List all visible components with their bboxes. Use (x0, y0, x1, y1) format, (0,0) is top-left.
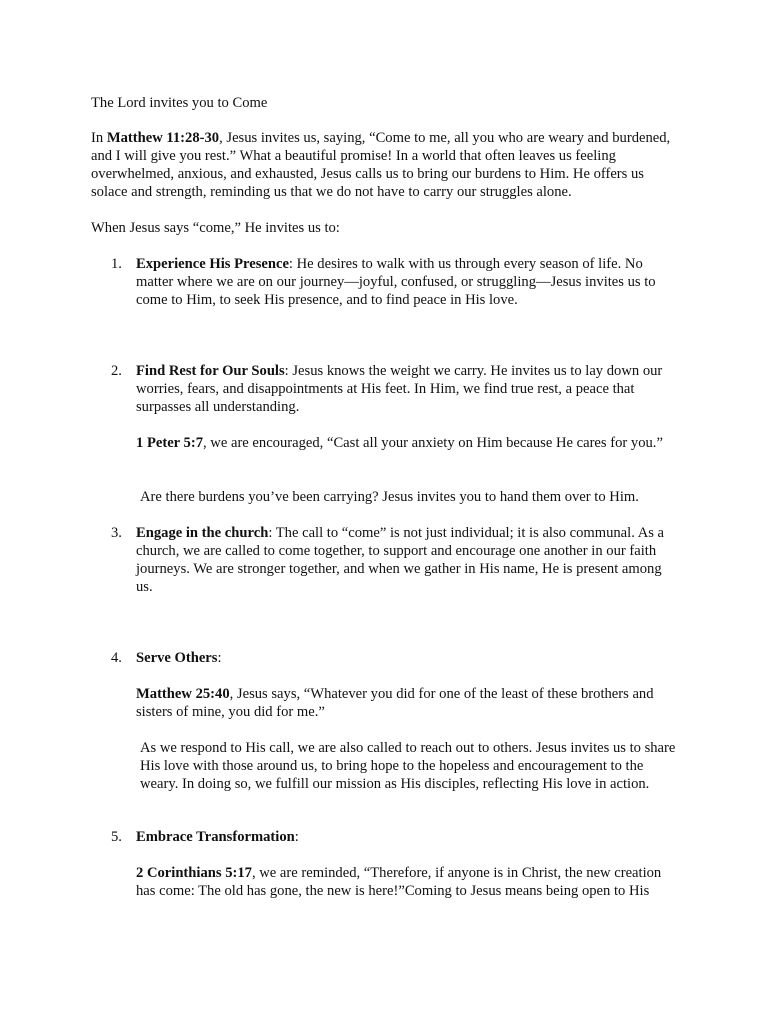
verse-ref: Matthew 25:40 (136, 686, 230, 702)
list-item-number: 4. (111, 650, 122, 666)
verse-ref: 2 Corinthians 5:17 (136, 865, 252, 881)
list-item-heading: Serve Others (136, 650, 218, 666)
list-item-paragraph (136, 255, 676, 309)
verse-paragraph (136, 685, 676, 721)
list-item-heading: Engage in the church (136, 525, 269, 541)
list-item-heading: Find Rest for Our Souls (136, 363, 285, 379)
verse-ref: 1 Peter 5:7 (136, 435, 203, 451)
verse-text: , we are encouraged, “Cast all your anxiety on Him because He cares for you.” (203, 435, 663, 451)
intro-scripture-ref: Matthew 11:28-30 (106, 130, 220, 146)
list-item-number: 5. (111, 829, 122, 845)
verse-paragraph (136, 434, 676, 452)
list-item-paragraph (136, 649, 676, 667)
intro-body: , Jesus invites us, saying, “Come to me, all you who are weary and burdened, and I will give you rest.” What a beautiful promise! In a world that often leaves us feeling overwhelmed, anxious, and exhausted, Jesus calls us to bring our burdens to Him. He offers us solace and strength, reminding us that we do not have to carry our struggles alone. (91, 130, 671, 200)
follow-up-paragraph: Are there burdens you’ve been carrying? Jesus invites you to hand them over to Him. (140, 489, 639, 505)
list-item-number: 3. (111, 525, 122, 541)
intro-lead: In (91, 130, 107, 146)
verse-paragraph (136, 864, 676, 900)
list-item-number: 2. (111, 363, 122, 379)
list-item-heading: Embrace Transformation (136, 829, 295, 845)
document-title: The Lord invites you to Come (91, 95, 268, 111)
list-item-body: : The call to “come” is not just individual; it is also communal. As a church, we are called to come together, to support and encourage one another in our faith journeys. We are stronger together, and when we gather in His name, He is present among us. (136, 525, 665, 595)
list-item-body: : He desires to walk with us through every season of life. No matter where we are on our journey—joyful, confused, or struggling—Jesus invites us to come to Him, to seek His presence, and to find peace in His love. (136, 256, 656, 308)
verse-text: , we are reminded, “Therefore, if anyone is in Christ, the new creation has come: The old has gone, the new is here!”Coming to Jesus means being open to His (136, 865, 662, 899)
list-item-body: : Jesus knows the weight we carry. He invites us to lay down our worries, fears, and disappointments at His feet. In Him, we find true rest, a peace that surpasses all understanding. (136, 363, 663, 415)
list-item-heading: Experience His Presence (136, 256, 289, 272)
follow-up-paragraph: As we respond to His call, we are also called to reach out to others. Jesus invites us to share His love with those around us, to bring hope to the hopeless and encouragement to the weary. In doing so, we fulfill our mission as His disciples, reflecting His love in action. (140, 740, 676, 792)
list-item-body: : (294, 829, 299, 845)
lead-in-sentence: When Jesus says “come,” He invites us to: (91, 220, 340, 236)
list-item-paragraph (136, 362, 676, 416)
list-item-paragraph (136, 828, 676, 846)
verse-text: , Jesus says, “Whatever you did for one of the least of these brothers and sisters of mine, you did for me.” (136, 686, 654, 720)
list-item-body: : (217, 650, 222, 666)
list-item-number: 1. (111, 256, 122, 272)
intro-paragraph (91, 129, 671, 201)
list-item-paragraph (136, 524, 676, 596)
